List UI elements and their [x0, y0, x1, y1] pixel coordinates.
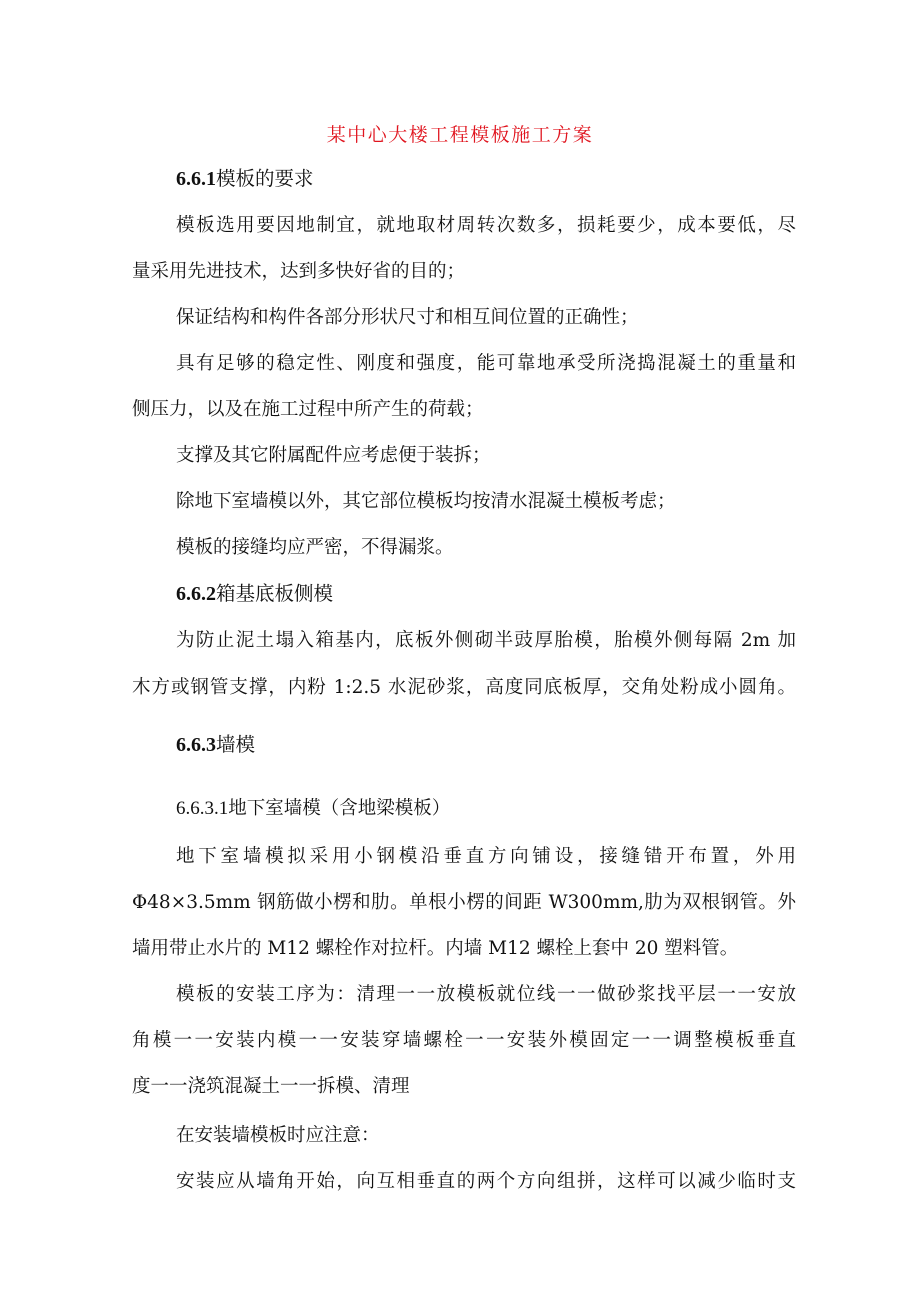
subsection-title: 地下室墙模（含地梁模板）	[228, 798, 451, 819]
paragraph-line: 侧压力，以及在施工过程中所产生的荷载；	[132, 399, 484, 420]
paragraph-line: 支撑及其它附属配件应考虑便于装拆；	[176, 445, 491, 466]
section-heading-6-6-1	[176, 164, 796, 194]
section-number: 6.6.3	[176, 734, 216, 756]
paragraph-line: 度一一浇筑混凝土一一拆模、清理	[132, 1076, 410, 1097]
section-number: 6.6.2	[176, 583, 216, 605]
section-number: 6.6.1	[176, 168, 216, 190]
paragraph-line: 木方或钢管支撑，内粉 1:2.5 水泥砂浆，高度同底板厚，交角处粉成小圆角。	[132, 677, 796, 698]
paragraph-line: Φ48×3.5mm 钢筋做小楞和肋。单根小楞的间距 W300mm,肋为双根钢管。外	[132, 892, 796, 913]
section-heading-6-6-2	[176, 579, 796, 609]
paragraph-line: 地下室墙模拟采用小钢模沿垂直方向铺设，接缝错开布置，外用	[176, 846, 796, 867]
subsection-number: 6.6.3.1	[176, 798, 229, 819]
paragraph-line: 墙用带止水片的 M12 螺栓作对拉杆。内墙 M12 螺栓上套中 20 塑料管。	[132, 938, 739, 959]
paragraph-line: 模板的安装工序为：清理一一放模板就位线一一做砂浆找平层一一安放	[176, 984, 796, 1005]
section-title: 箱基底板侧模	[216, 582, 334, 605]
paragraph-line: 具有足够的稳定性、刚度和强度，能可靠地承受所浇捣混凝土的重量和	[176, 353, 796, 374]
paragraph-line: 角模一一安装内模一一安装穿墙螺栓一一安装外模固定一一调整模板垂直	[132, 1030, 796, 1051]
document-title: 某中心大楼工程模板施工方案	[326, 124, 594, 146]
section-title: 模板的要求	[216, 167, 314, 190]
paragraph-line: 模板的接缝均应严密，不得漏浆。	[176, 537, 454, 558]
section-heading-6-6-3	[176, 730, 796, 760]
paragraph-line: 保证结构和构件各部分形状尺寸和相互间位置的正确性；	[176, 307, 639, 328]
paragraph-line: 量采用先进技术，达到多快好省的目的；	[132, 261, 466, 282]
paragraph-line: 在安装墙模板时应注意：	[176, 1125, 380, 1146]
section-title: 墙模	[216, 733, 256, 756]
paragraph-line: 为防止泥土塌入箱基内，底板外侧砌半豉厚胎模，胎模外侧每隔 2m 加	[176, 630, 796, 651]
paragraph-line: 安装应从墙角开始，向互相垂直的两个方向组拼，这样可以减少临时支	[176, 1171, 796, 1192]
paragraph-line: 除地下室墙模以外，其它部位模板均按清水混凝土模板考虑；	[176, 491, 676, 512]
subsection-heading-6-6-3-1	[176, 794, 796, 824]
paragraph-line: 模板选用要因地制宜，就地取材周转次数多，损耗要少，成本要低，尽	[176, 215, 796, 236]
